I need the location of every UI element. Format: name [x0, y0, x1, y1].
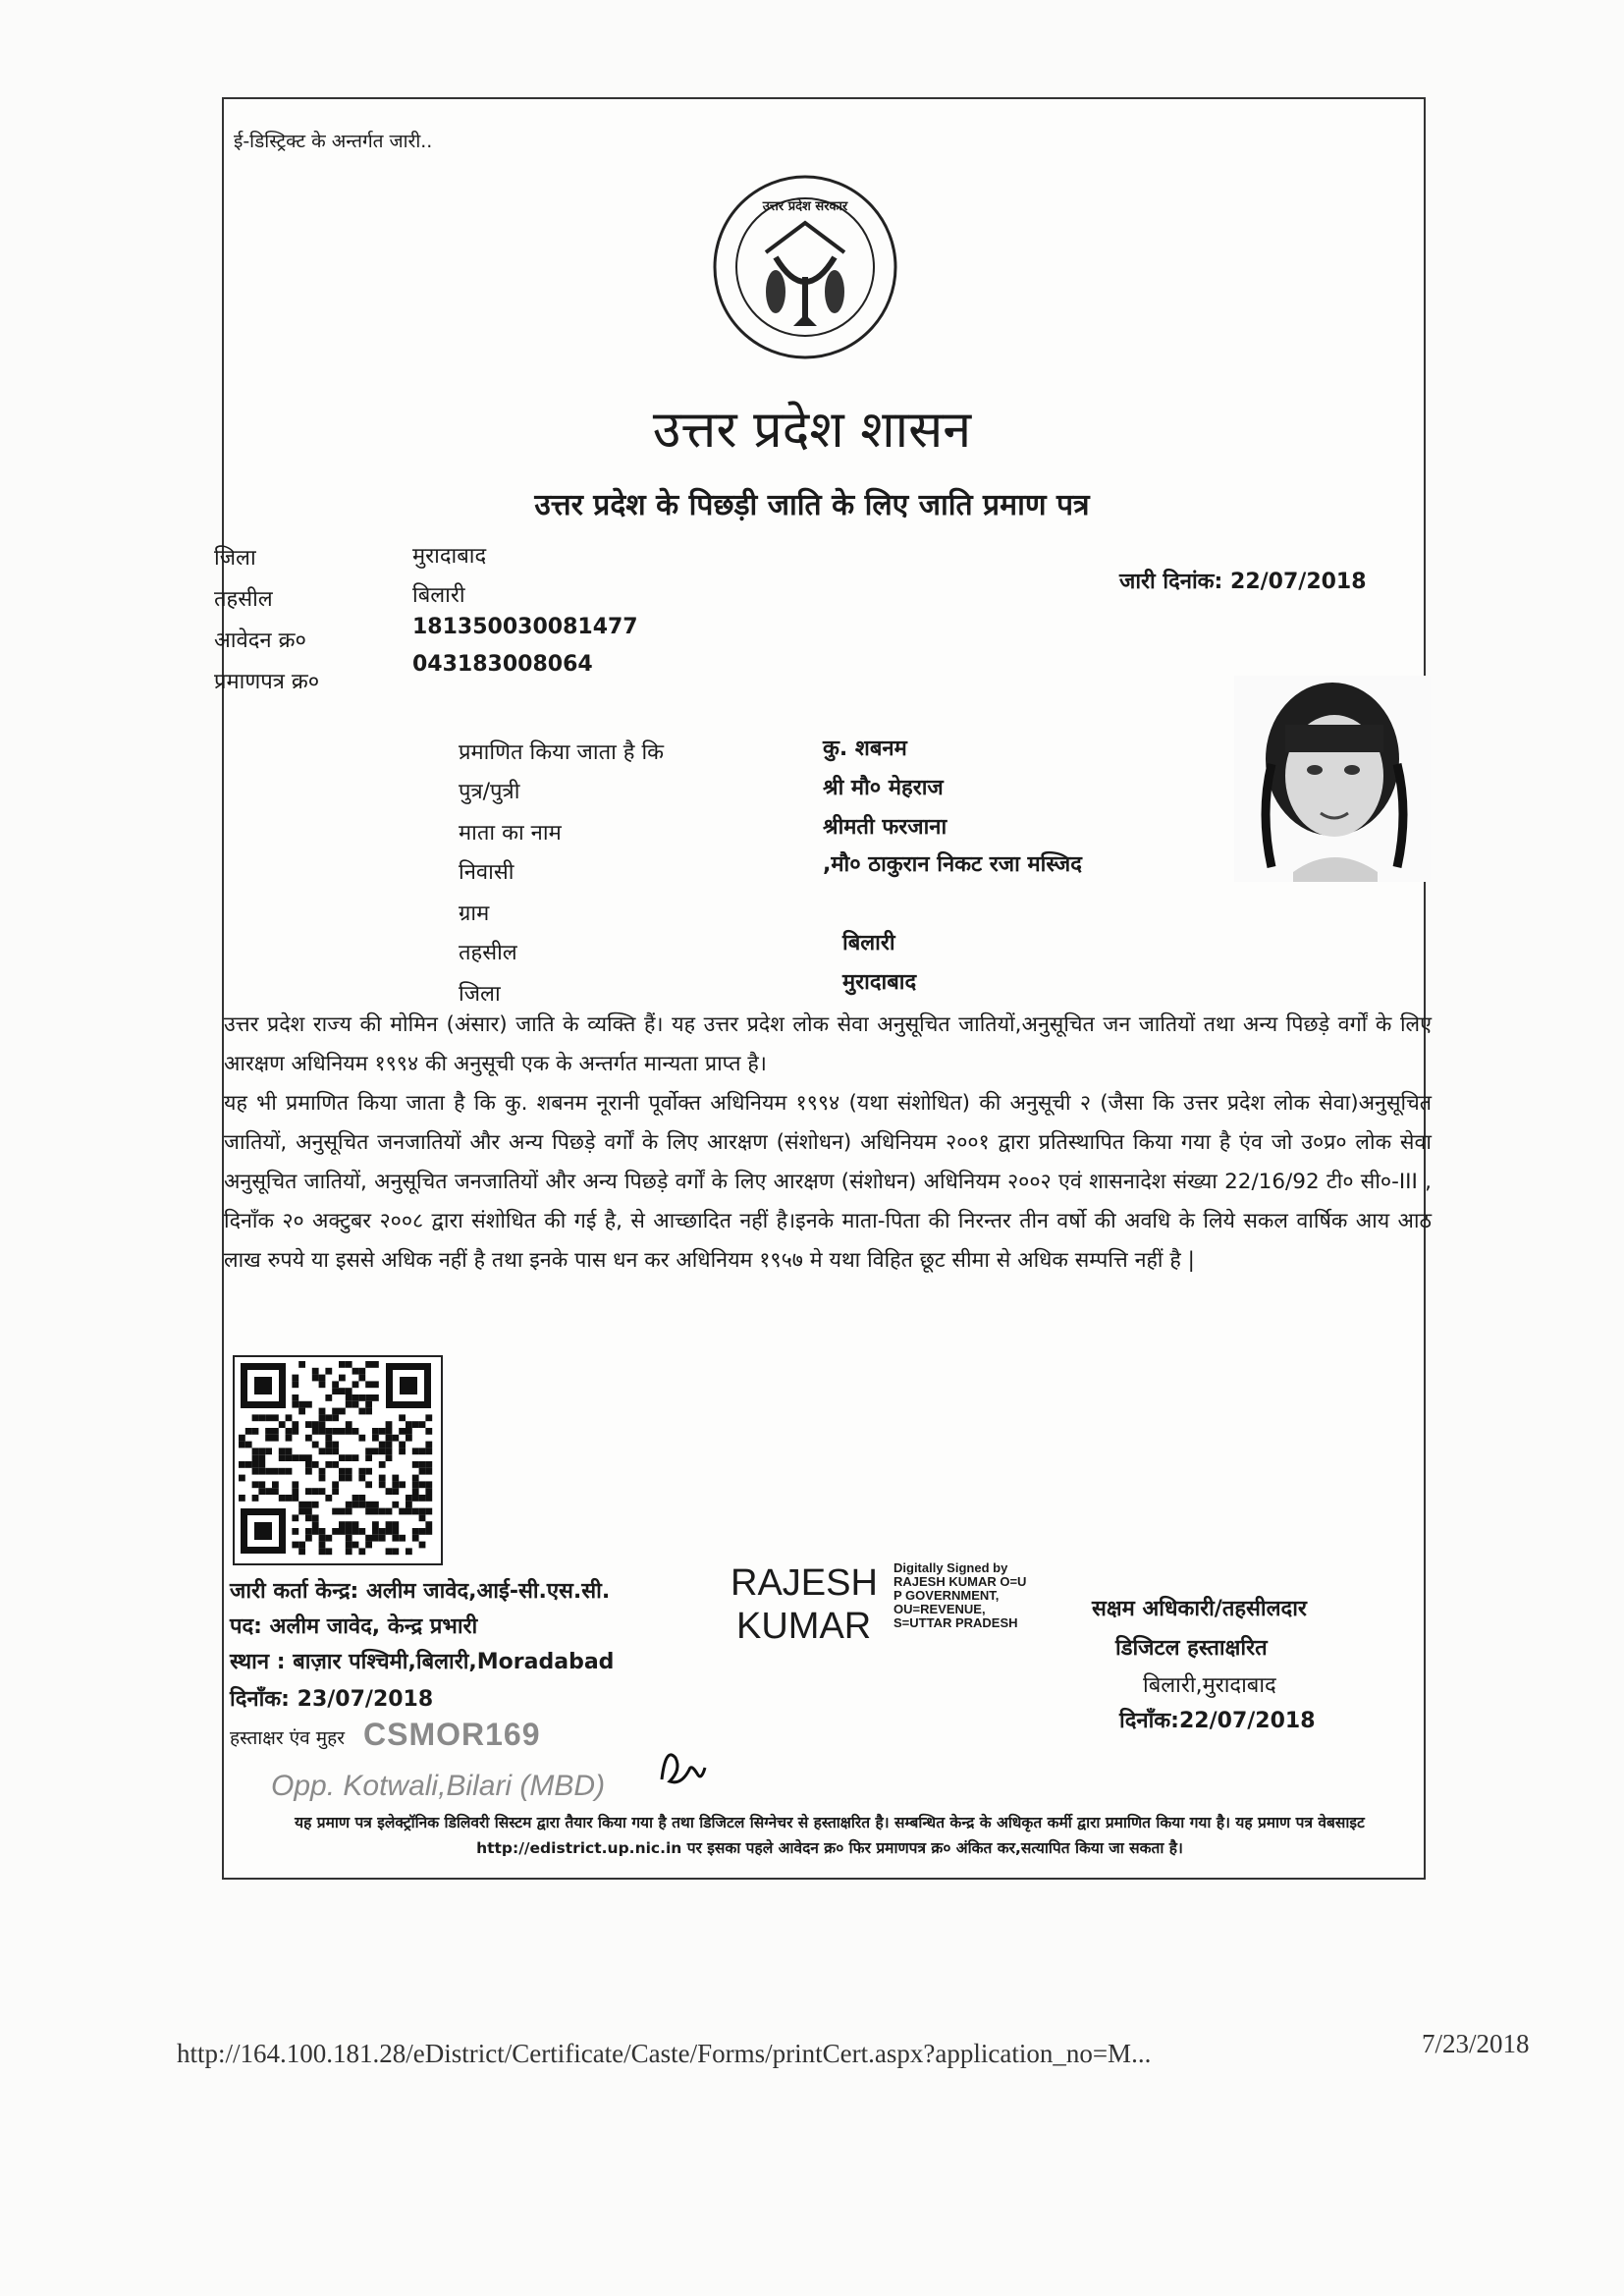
detail-value-resident: ,मौ० ठाकुरान निकट रजा मस्जिद: [823, 852, 1082, 877]
issuer-place: स्थान : बाज़ार पश्चिमी,बिलारी,Moradabad: [230, 1650, 615, 1674]
digital-signature-details: [893, 1561, 1026, 1630]
print-footer-date: 7/23/2018: [1422, 2029, 1530, 2058]
issuer-sign-label: हस्ताक्षर एंव मुहर: [230, 1727, 345, 1749]
authority-signed: डिजिटल हस्ताक्षरित: [1115, 1636, 1268, 1661]
authority-place: बिलारी,मुरादाबाद: [1143, 1673, 1276, 1698]
detail-label-mother: माता का नाम: [459, 821, 562, 846]
page-title: उत्तर प्रदेश शासन: [652, 401, 972, 460]
issuer-post: पद: अलीम जावेद, केन्द्र प्रभारी: [230, 1614, 478, 1639]
digital-signature-line: S=UTTAR PRADESH: [893, 1615, 1018, 1630]
digital-signature-name-1: RAJESH: [731, 1562, 878, 1604]
detail-label-child-of: पुत्र/पुत्री: [459, 780, 520, 804]
digital-signature-name-2: KUMAR: [736, 1606, 872, 1647]
applicant-photo: [1234, 676, 1431, 882]
print-footer-url: http://164.100.181.28/eDistrict/Certificate/Caste/Forms/printCert.aspx?application_no=M...: [177, 2039, 1152, 2068]
detail-value-mother: श्रीमती फरजाना: [823, 815, 947, 840]
detail-label-district: जिला: [459, 982, 501, 1007]
creamy-layer-paragraph: यह भी प्रमाणित किया जाता है कि कु. शबनम नूरानी पूर्वोक्त अधिनियम १९९४ (यथा संशोधित) की अनुसूची २ (जैसा कि उत्तर प्रदेश लोक सेवा)अनुसूचित जातियों, अनुसूचित जनजातियों और अन्य पिछड़े वर्गों के लिए आरक्षण (संशोधन) अधिनियम २००१ द्वारा प्रतिस्थापित किया गया है एंव जो उ०प्र० लोक सेवा अनुसूचित जातियों, अनुसूचित जनजातियों और अन्य पिछड़े वर्गों के लिए आरक्षण (संशोधन) अधिनियम २००२ एवं शासनादेश संख्या 22/16/92 टी० सी०-III , दिनाँक २० अक्टुबर २००८ द्वारा संशोधित की गई है, से आच्छादित नहीं है।इनके माता-पिता की निरन्तर तीन वर्षो की अवधि के लिये सकल वार्षिक आय आठ लाख रुपये या इससे अधिक नहीं है तथा इनके पास धन कर अधिनियम १९५७ मे यथा विहित छूट सीमा से अधिक सम्पत्ति नहीं है |: [224, 1091, 1432, 1273]
meta-value-application-no: 181350030081477: [412, 615, 638, 639]
certificate-subtitle: उत्तर प्रदेश के पिछड़ी जाति के लिए जाति प्रमाण पत्र: [534, 488, 1090, 522]
digital-signature-line: RAJESH KUMAR O=U: [893, 1574, 1027, 1589]
detail-label-resident: निवासी: [459, 860, 514, 885]
detail-label-village: ग्राम: [459, 902, 490, 926]
meta-value-district: मुरादाबाद: [412, 544, 487, 569]
detail-value-father: श्री मौ० मेहराज: [823, 776, 944, 800]
digital-signature-line: P GOVERNMENT,: [893, 1588, 1000, 1603]
verification-footnote: यह प्रमाण पत्र इलेक्ट्रॉनिक डिलिवरी सिस्टम द्वारा तैयार किया गया है तथा डिजिटल सिग्नेचर से हस्ताक्षरित है। सम्बन्धित केन्द्र के अधिकृत कर्मी द्वारा प्रमाणित किया गया है। यह प्रमाण पत्र वेबसाइट http://edistrict.up.nic.in पर इसका पहले आवेदन क्र० फिर प्रमाणपत्र क्र० अंकित कर,सत्यापित किया जा सकता है।: [295, 1814, 1365, 1857]
detail-label-certified: प्रमाणित किया जाता है कि: [459, 740, 665, 765]
meta-label-tehsil: तहसील: [214, 587, 273, 612]
stamp-code: CSMOR169: [363, 1717, 541, 1752]
caste-statement-paragraph: उत्तर प्रदेश राज्य की मोमिन (अंसार) जाति के व्यक्ति हैं। यह उत्तर प्रदेश लोक सेवा अनुसूचित जातियों,अनुसूचित जन जातियों तथा अन्य पिछड़े वर्गों के लिए आरक्षण अधिनियम १९९४ की अनुसूची एक के अन्तर्गत मान्यता प्राप्त है।: [224, 1012, 1432, 1076]
detail-value-district: मुरादाबाद: [842, 970, 917, 995]
meta-label-application-no: आवेदन क्र०: [214, 629, 306, 653]
digital-signature-line: OU=REVENUE,: [893, 1602, 986, 1616]
meta-label-district: जिला: [214, 546, 256, 571]
detail-label-tehsil: तहसील: [459, 941, 517, 965]
authority-date: दिनाँक:22/07/2018: [1119, 1709, 1316, 1733]
detail-value-name: कु. शबनम: [823, 737, 907, 761]
handwritten-signature: [652, 1740, 711, 1799]
authority-designation: सक्षम अधिकारी/तहसीलदार: [1092, 1597, 1307, 1621]
qr-code: [233, 1355, 443, 1565]
issuer-center: जारी कर्ता केन्द्र: अलीम जावेद,आई-सी.एस.सी.: [230, 1579, 611, 1604]
seal-text: उत्तर प्रदेश सरकार: [762, 199, 848, 214]
up-government-seal: [707, 169, 903, 365]
stamp-address: Opp. Kotwali,Bilari (MBD): [271, 1770, 606, 1802]
meta-value-certificate-no: 043183008064: [412, 652, 593, 677]
digital-signature-line: Digitally Signed by: [893, 1560, 1008, 1575]
detail-value-tehsil: बिलारी: [842, 931, 895, 956]
issue-date: जारी दिनांक: 22/07/2018: [1119, 570, 1367, 594]
header-note: ई-डिस्ट्रिक्ट के अन्तर्गत जारी..: [234, 131, 433, 152]
meta-value-tehsil: बिलारी: [412, 583, 465, 608]
meta-label-certificate-no: प्रमाणपत्र क्र०: [214, 670, 320, 694]
issuer-date: दिनाँक: 23/07/2018: [230, 1687, 434, 1712]
